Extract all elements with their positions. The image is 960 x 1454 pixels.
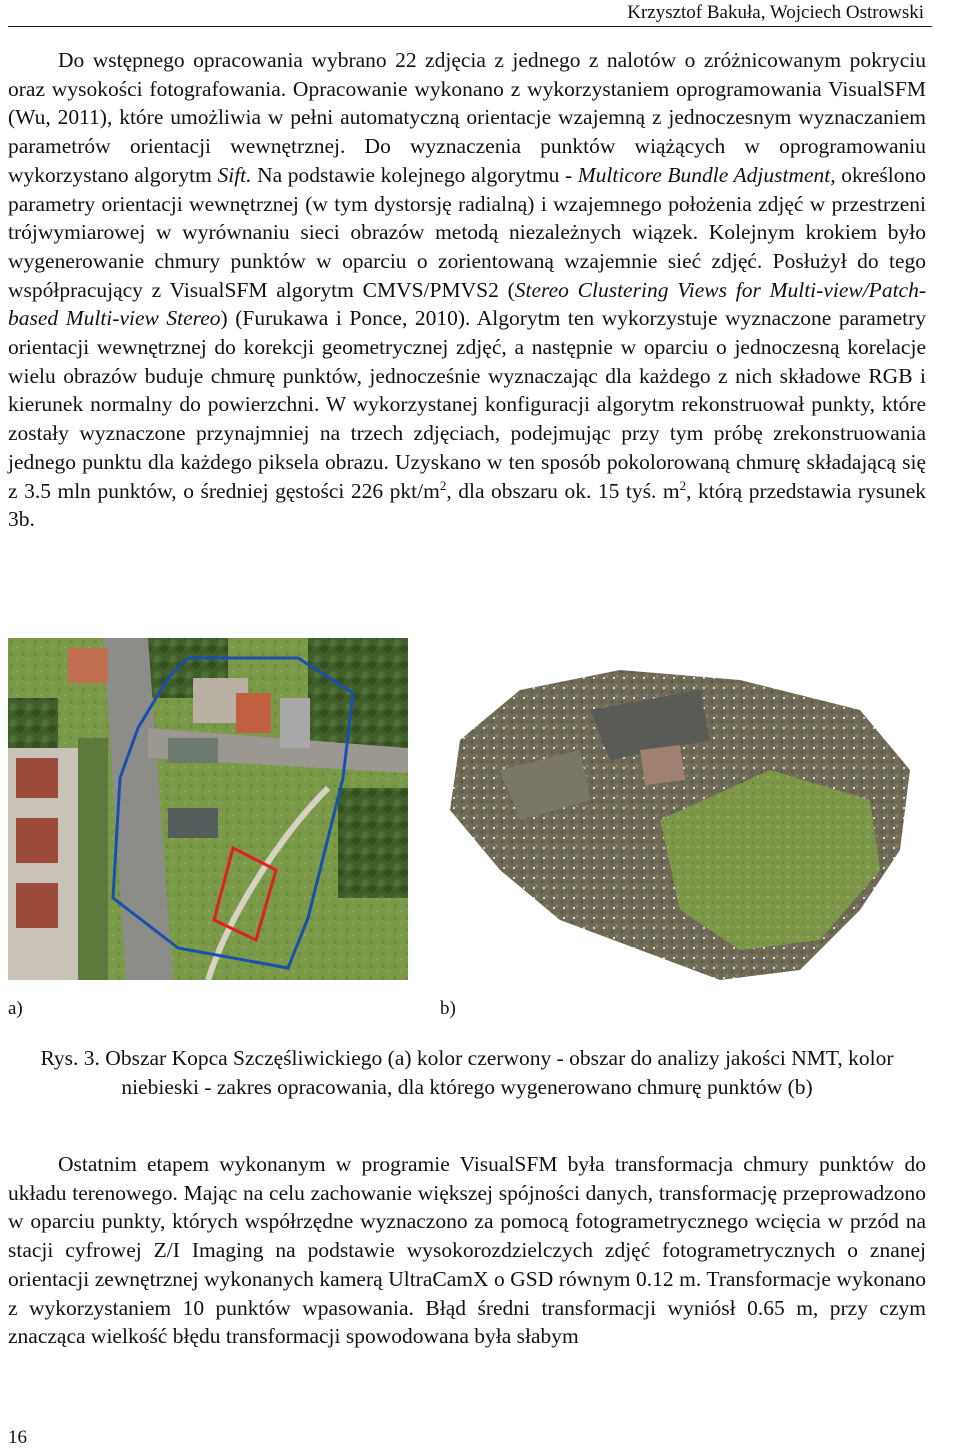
paragraph-transformation: Ostatnim etapem wykonanym w programie VisualSFM była transformacja chmury punktów do układu terenowego. Mając na celu zachowanie większej spójności danych, transformację przeprowadzono w oparciu punkty, których współrzędne wyznaczono za pomocą fotogrametrycznego wcięcia w przód na stacji cyfrowej Z/I Imaging na podstawie wysokorozdzielczych zdjęć fotogrametrycznych o znanej orientacji zewnętrznej wykonanych kamerą UltraCamX o GSD równym 0.12 m. Transformacje wykonano z wykorzystaniem 10 punktów wpasowania. Błąd średni transformacji wyniósł 0.65 m, przy czym znacząca wielkość błędu transformacji spowodowana była słabym	[8, 1152, 926, 1349]
para1-text-4: ) (Furukawa i Ponce, 2010). Algorytm ten wykorzystuje wyznaczone parametry orientacji wewnętrznej do korekcji geometrycznej zdjęć, a następnie w oparciu o jednoczesną korelacje wielu obrazów buduje chmurę punktów, jednocześnie wyznaczając dla każdego z nich składowe RGB i kierunek normalny do powierzchni. W wykorzystanej konfiguracji algorytm rekonstruował punkty, które zostały wyznaczone przynajmniej na trzech zdjęciach, podejmując przy tym próbę zrekonstruowania jednego punktu dla każdego piksela obrazu. Uzyskano w ten sposób pokolorowaną chmurę składającą się z 3.5 mln punktów, o średniej gęstości 226 pkt/m	[8, 306, 926, 503]
figure-caption: Rys. 3. Obszar Kopca Szczęśliwickiego (a) kolor czerwony - obszar do analizy jakości NMT, kolor niebieski - zakres opracowania, dla którego wygenerowano chmurę punktów (b)	[40, 1046, 894, 1099]
para1-text-6: , którą przedstawia rysunek 3b.	[8, 478, 926, 532]
paragraph-methodology	[8, 46, 926, 534]
para1-italic-sift: Sift.	[217, 162, 252, 187]
page-number: 16	[8, 1427, 27, 1448]
para1-text-5: , dla obszaru ok. 15 tyś. m	[446, 478, 680, 503]
subfigure-label-a: a)	[8, 998, 23, 1019]
para1-sup-2: 2	[679, 477, 687, 493]
para1-text-3: określono parametry orientacji wewnętrznej (w tym dystorsję radialną) i wzajemnego położenia zdjęć w przestrzeni trójwymiarowej w wyrównaniu sieci obrazów metodą niezależnych wiązek. Kolejnym krokiem było wygenerowanie chmury punktów w oparciu o zorientowaną wzajemnie sieć zdjęć. Posłużył do tego współpracujący z VisualSFM algorytm CMVS/PMVS2 (	[8, 162, 926, 302]
running-header: Krzysztof Bakuła, Wojciech Ostrowski	[627, 2, 924, 23]
point-cloud-figure	[440, 650, 920, 985]
header-rule	[8, 26, 932, 27]
para1-italic-mba: Multicore Bundle Adjustment,	[577, 162, 836, 187]
orthophoto-figure	[8, 638, 408, 980]
para1-text-1: Do wstępnego opracowania wybrano 22 zdjęcia z jednego z nalotów o zróżnicowanym pokryciu oraz wysokości fotografowania. Opracowanie wykonano z wykorzystaniem oprogramowania VisualSFM (Wu, 2011), które umożliwia w pełni automatyczną orientacje wzajemną z jednoczesnym wyznaczaniem parametrów orientacji wewnętrznej. Do wyznaczenia punktów wiążących w oprogramowaniu wykorzystano algorytm	[8, 48, 926, 187]
para1-sup-1: 2	[439, 477, 447, 493]
para1-text-2: Na podstawie kolejnego algorytmu -	[251, 162, 578, 187]
para1-italic-cmvs: Stereo Clustering Views for Multi-view/Patch-based Multi-view Stereo	[8, 277, 926, 331]
subfigure-label-b: b)	[440, 998, 456, 1019]
